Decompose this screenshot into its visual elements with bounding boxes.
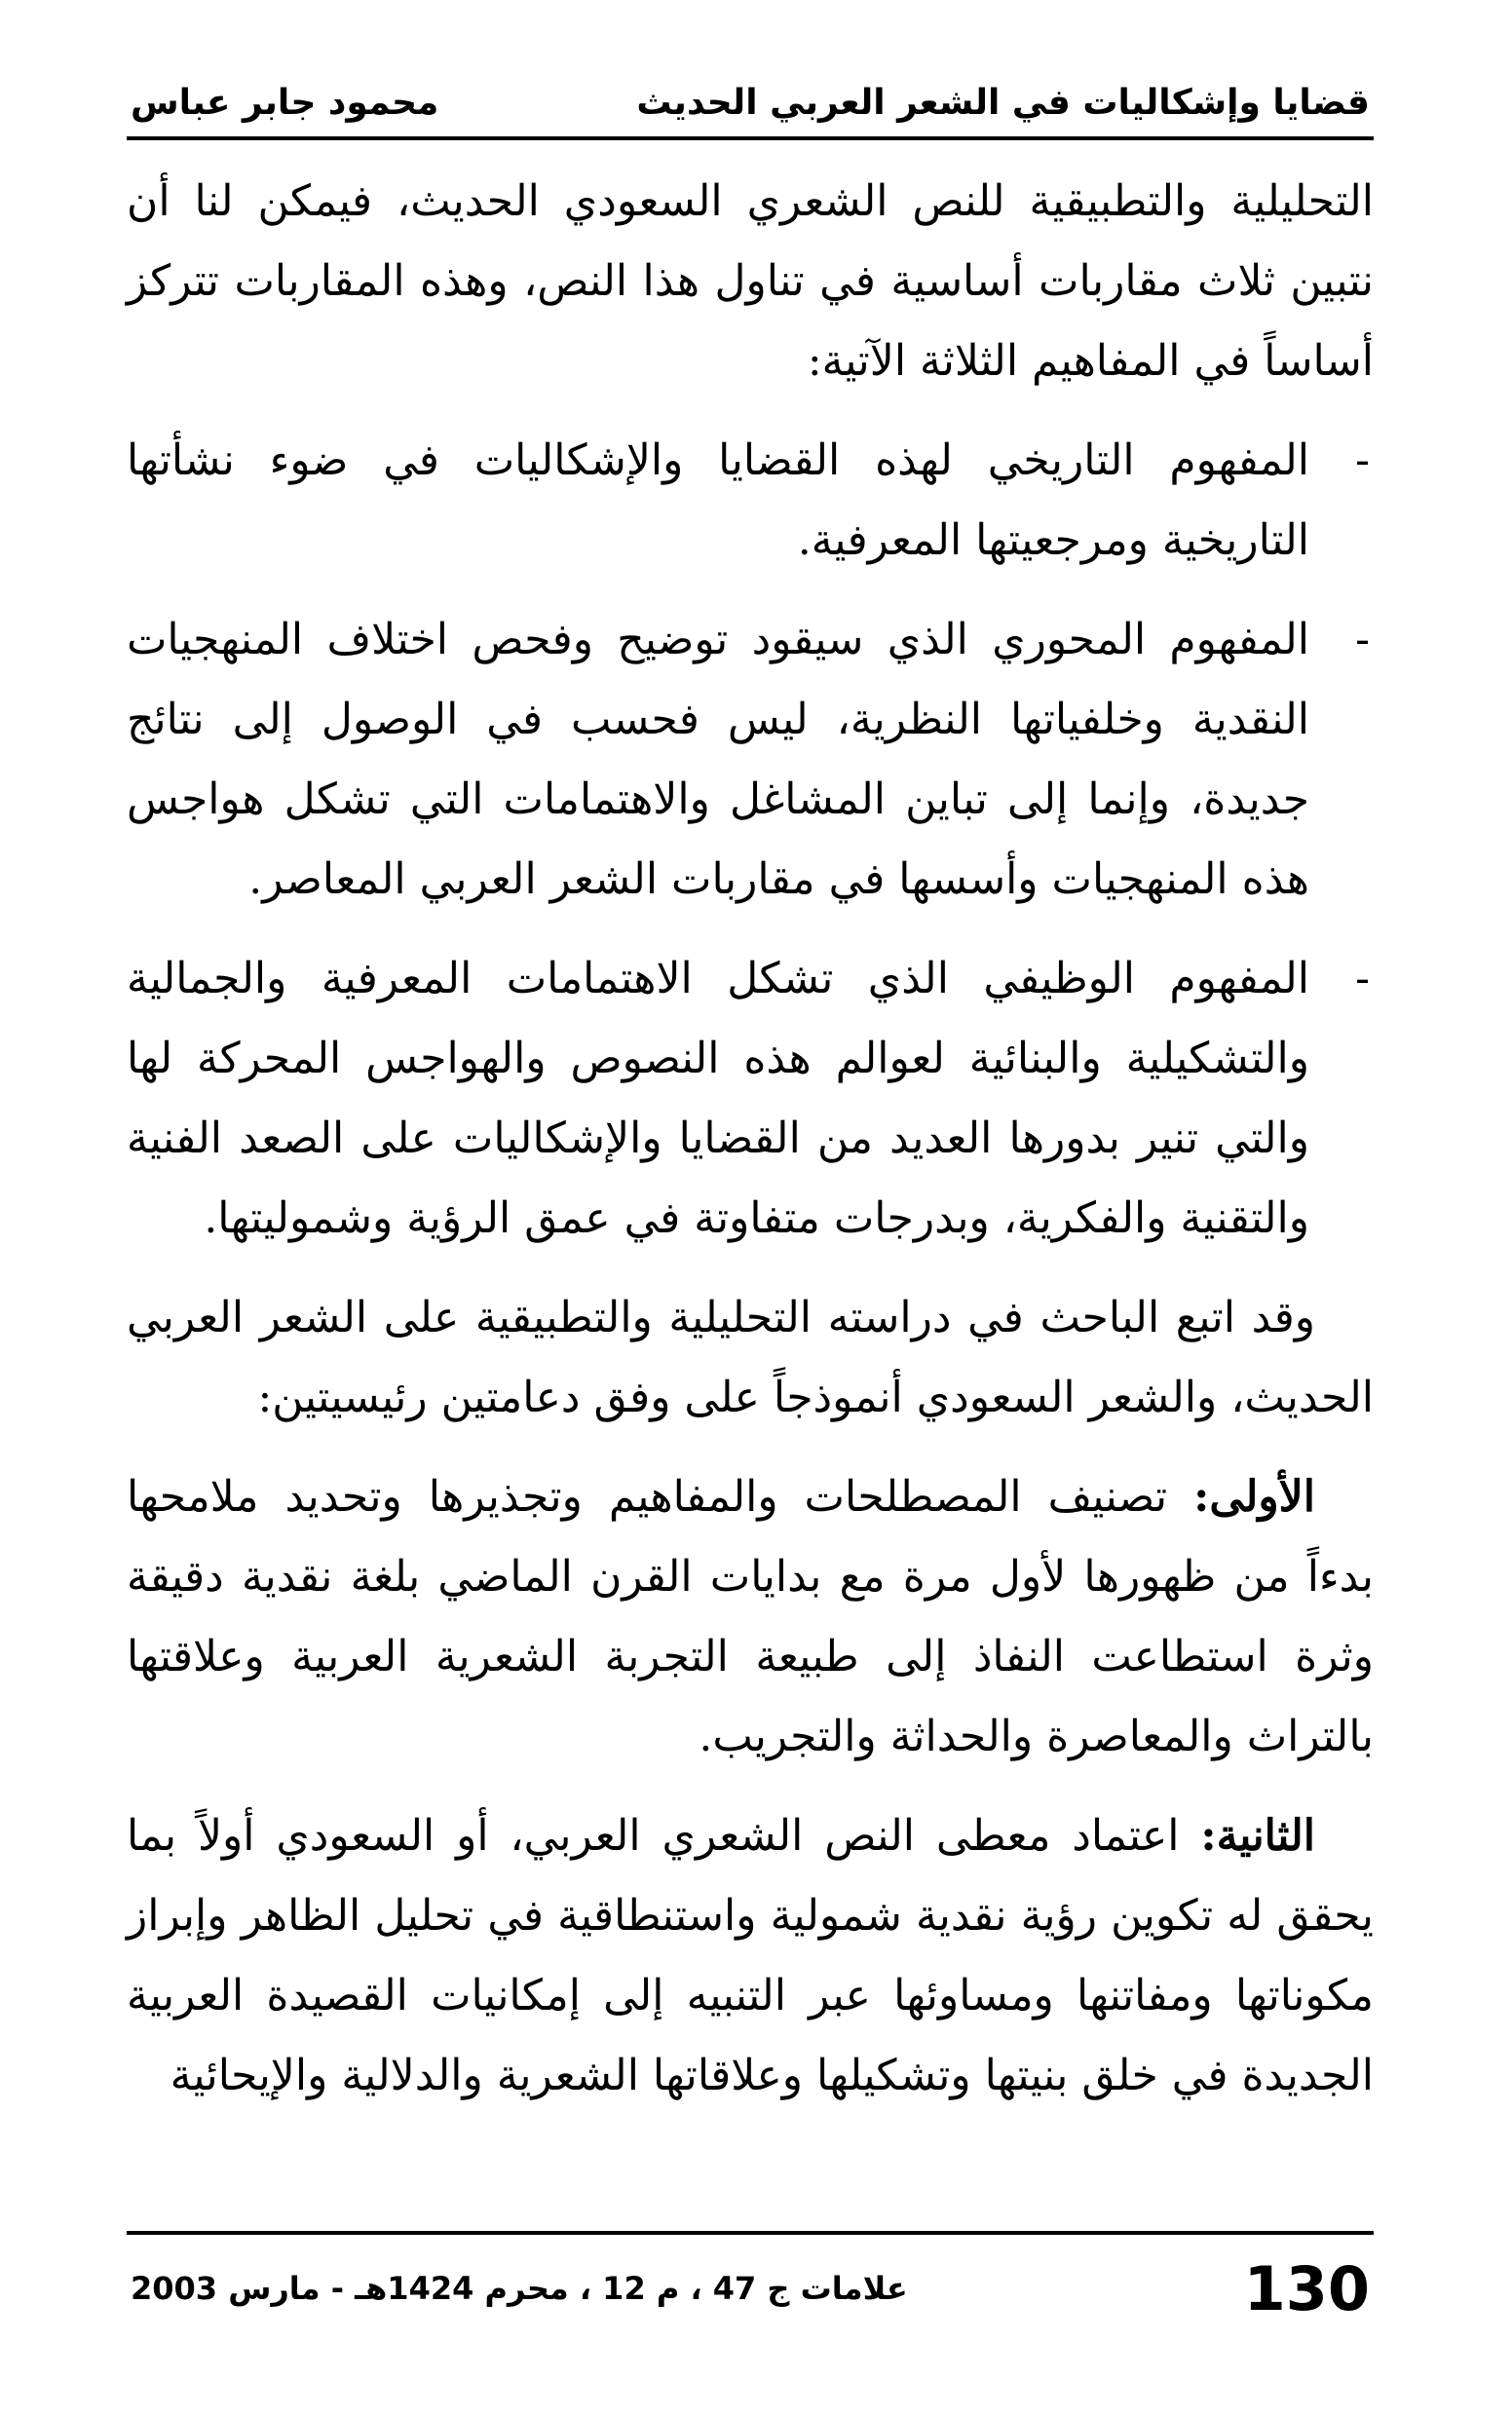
list-item-text: المفهوم المحوري الذي سيقود توضيح وفحص اختلاف المنهجيات النقدية وخلفياتها النظرية، ليس فحسب في الوصول إلى نتائج جديدة، وإنما إلى تباين المشاغل والاهتمامات التي تشكل هواجس هذه المنهجيات وأسسها في مقاربات الشعر العربي المعاصر.: [127, 615, 1309, 904]
author-name: محمود جابر عباس: [131, 83, 439, 123]
list-item: [127, 939, 1374, 1259]
book-title: قضايا وإشكاليات في الشعر العربي الحديث: [636, 83, 1370, 123]
paragraph-second-pillar: [127, 1796, 1374, 2116]
second-pillar-label: الثانية:: [1200, 1811, 1315, 1861]
page-footer: [127, 2231, 1374, 2342]
running-header: [127, 58, 1374, 140]
bullet-dash: -: [1355, 954, 1370, 1003]
list-item: [127, 600, 1374, 920]
bullet-dash: -: [1355, 615, 1370, 664]
page-number: 130: [1243, 2252, 1370, 2324]
list-item: [127, 421, 1374, 581]
paragraph-method: وقد اتبع الباحث في دراسته التحليلية والتطبيقية على الشعر العربي الحديث، والشعر السعودي أنموذجاً على وفق دعامتين رئيسيتين:: [127, 1293, 1374, 1422]
list-item-text: المفهوم التاريخي لهذه القضايا والإشكاليات في ضوء نشأتها التاريخية ومرجعيتها المعرفية.: [127, 435, 1309, 565]
paragraph-intro: التحليلية والتطبيقية للنص الشعري السعودي الحديث، فيمكن لنا أن نتبين ثلاث مقاربات أساسية في تناول هذا النص، وهذه المقاربات تتركز أساساً في المفاهيم الثلاثة الآتية:: [127, 176, 1374, 386]
body-text: [127, 162, 1374, 2116]
first-pillar-text: تصنيف المصطلحات والمفاهيم وتجذيرها وتحديد ملامحها بدءاً من ظهورها لأول مرة مع بدايات القرن الماضي بلغة نقدية دقيقة وثرة استطاعت النفاذ إلى طبيعة التجربة الشعرية العربية وعلاقتها بالتراث والمعاصرة والحداثة والتجريب.: [127, 1472, 1374, 1761]
list-item-text: المفهوم الوظيفي الذي تشكل الاهتمامات المعرفية والجمالية والتشكيلية والبنائية لعوالم هذه النصوص والهواجس المحركة لها والتي تنير بدورها العديد من القضايا والإشكاليات على الصعد الفنية والتقنية والفكرية، وبدرجات متفاوتة في عمق الرؤية وشموليتها.: [127, 954, 1309, 1243]
first-pillar-label: الأولى:: [1193, 1472, 1315, 1522]
second-pillar-text: اعتماد معطى النص الشعري العربي، أو السعودي أولاً بما يحقق له تكوين رؤية نقدية شمولية واستنطاقية في تحليل الظاهر وإبراز مكوناتها ومفاتنها ومساوئها عبر التنبيه إلى إمكانيات القصيدة العربية الجديدة في خلق بنيتها وتشكيلها وعلاقاتها الشعرية والدلالية والإيحائية: [127, 1811, 1374, 2100]
journal-issue-info: علامات ج 47 ، م 12 ، محرم 1424هـ - مارس 2003: [131, 2270, 908, 2307]
paragraph-first-pillar: [127, 1457, 1374, 1777]
book-page: [127, 58, 1374, 2358]
bullet-dash: -: [1355, 435, 1370, 485]
